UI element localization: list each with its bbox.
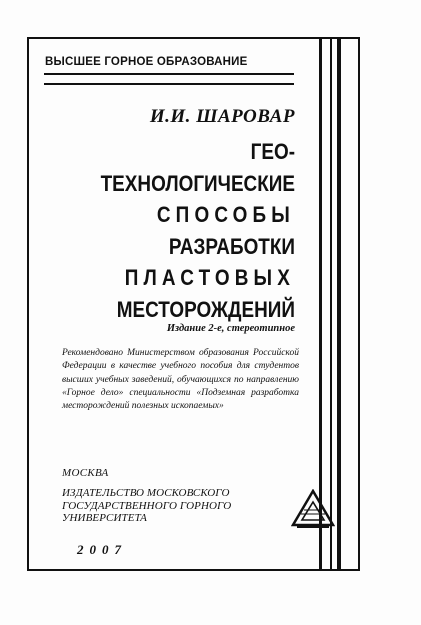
title-line: ТЕХНОЛОГИЧЕСКИЕ bbox=[100, 170, 295, 196]
book-title bbox=[89, 136, 295, 325]
vertical-rule-3 bbox=[337, 39, 341, 569]
publisher-line: ИЗДАТЕЛЬСТВО МОСКОВСКОГО bbox=[62, 487, 230, 499]
title-line: РАЗРАБОТКИ bbox=[168, 233, 295, 259]
publisher-name bbox=[62, 487, 272, 525]
series-title: ВЫСШЕЕ ГОРНОЕ ОБРАЗОВАНИЕ bbox=[45, 56, 248, 68]
publisher-logo-icon bbox=[291, 489, 335, 531]
title-line: МЕСТОРОЖДЕНИЙ bbox=[116, 296, 296, 322]
edition-note: Издание 2-е, стереотипное bbox=[166, 323, 295, 334]
recommendation-text: Рекомендовано Министерством образования Российской Федерации в качестве учебного пособия для студентов высших учебных заведений, обучающихся по направлению «Горное дело» специальности «Подземная разработка месторождений полезных ископаемых» bbox=[62, 348, 299, 412]
author-name: И.И. ШАРОВАР bbox=[149, 106, 295, 127]
publication-year: 2007 bbox=[77, 542, 127, 557]
publisher-line: УНИВЕРСИТЕТА bbox=[62, 512, 147, 524]
title-line: ГЕО- bbox=[250, 139, 295, 164]
title-line: ПЛАСТОВЫХ bbox=[124, 265, 295, 290]
title-line: СПОСОБЫ bbox=[156, 202, 295, 227]
publisher-line: ГОСУДАРСТВЕННОГО ГОРНОГО bbox=[62, 499, 232, 512]
publisher-city: МОСКВА bbox=[62, 467, 109, 479]
series-rule-top bbox=[44, 73, 294, 75]
series-rule-bottom bbox=[44, 83, 294, 85]
